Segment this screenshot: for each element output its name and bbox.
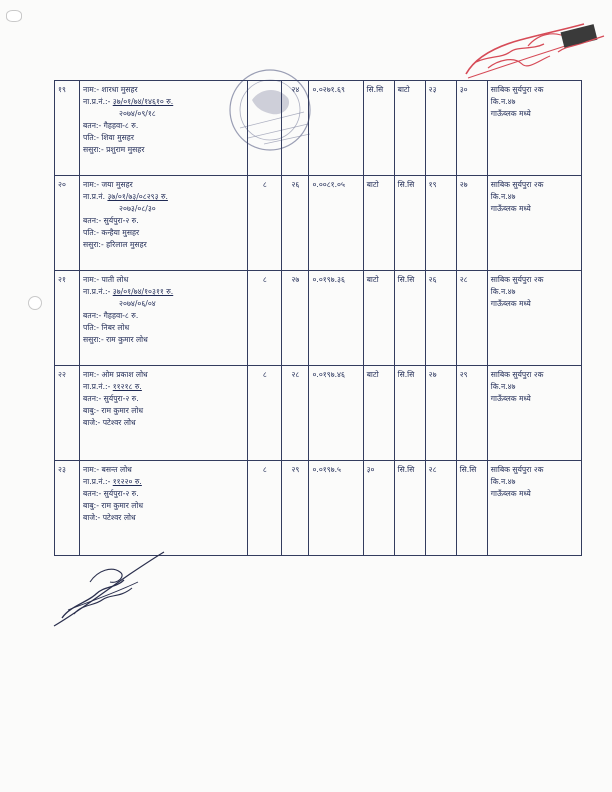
detail-line xyxy=(83,488,244,500)
remark-line: कि.न.४७ xyxy=(490,382,516,391)
detail-label: ना.प्र.नं.:- xyxy=(83,477,111,486)
boundary-south-cell: २७ xyxy=(456,176,487,271)
detail-value: २०७४/०९/१८ xyxy=(119,109,156,118)
remark-cell xyxy=(487,81,581,176)
detail-line xyxy=(83,393,244,405)
detail-value: २०७४/०६/०४ xyxy=(119,299,156,308)
boundary-west-cell: बाटो xyxy=(394,81,425,176)
boundary-west-cell: सि.सि xyxy=(394,176,425,271)
detail-value: शिवा मुसहर xyxy=(101,133,134,142)
detail-label: ना.प्र.नं. xyxy=(83,192,106,201)
detail-line xyxy=(83,84,244,96)
detail-label: ससुरा:- xyxy=(83,145,104,154)
remark-cell xyxy=(487,271,581,366)
detail-value: गैहहवा-८ रु. xyxy=(103,121,139,130)
remark-line: गाऊँब्लक मध्ये xyxy=(490,109,531,118)
col-b-cell: २७ xyxy=(282,271,309,366)
detail-label: ससुरा:- xyxy=(83,335,104,344)
detail-line xyxy=(83,132,244,144)
punch-hole-top xyxy=(6,10,22,22)
detail-label: नाम:- xyxy=(83,370,100,379)
detail-line xyxy=(83,203,244,215)
detail-line xyxy=(83,405,244,417)
remark-line: कि.न.४७ xyxy=(490,477,516,486)
detail-value: राम कुमार लोध xyxy=(101,406,144,415)
boundary-south-cell: २९ xyxy=(456,366,487,461)
record-row xyxy=(55,176,582,271)
detail-label: बाबु:- xyxy=(83,406,99,415)
owner-details xyxy=(80,81,248,176)
col-a-cell: ८ xyxy=(248,461,282,556)
col-b-cell: २९ xyxy=(282,461,309,556)
boundary-east-cell: ३० xyxy=(363,461,394,556)
signature-top-right xyxy=(458,16,608,90)
area-cell: ०.०१९७.५ xyxy=(309,461,363,556)
area-cell: ०.००८१.०५ xyxy=(309,176,363,271)
detail-label: ना.प्र.नं.:- xyxy=(83,382,111,391)
boundary-west-cell: सि.सि xyxy=(394,271,425,366)
remark-line: कि.न.४७ xyxy=(490,287,516,296)
remark-cell xyxy=(487,176,581,271)
detail-label: नाम:- xyxy=(83,180,100,189)
detail-label: बतन:- xyxy=(83,394,102,403)
remark-cell xyxy=(487,366,581,461)
detail-line xyxy=(83,512,244,524)
detail-value: ओम प्रकाश लोध xyxy=(101,370,148,379)
detail-label: बतन:- xyxy=(83,311,102,320)
boundary-east-cell: बाटो xyxy=(363,176,394,271)
detail-value: सुर्यपुरा-२ रु. xyxy=(103,216,139,225)
boundary-west-cell: सि.सि xyxy=(394,461,425,556)
detail-value: सुर्यपुरा-२ रु. xyxy=(103,489,139,498)
boundary-south-cell: सि.सि xyxy=(456,461,487,556)
detail-label: बाबु:- xyxy=(83,501,99,510)
col-b-cell: २४ xyxy=(282,81,309,176)
detail-line xyxy=(83,96,244,108)
remark-cell xyxy=(487,461,581,556)
remark-line: साबिक सुर्यपुरा २क xyxy=(490,370,544,379)
col-a-cell: ८ xyxy=(248,271,282,366)
remark-line: गाऊँब्लक मध्ये xyxy=(490,299,531,308)
detail-label: ना.प्र.नं.:- xyxy=(83,97,111,106)
serial-number: २२ xyxy=(55,366,80,461)
detail-line xyxy=(83,191,244,203)
punch-hole-left xyxy=(28,296,42,310)
boundary-south-cell: ३० xyxy=(456,81,487,176)
detail-label: बतन:- xyxy=(83,216,102,225)
detail-line xyxy=(83,215,244,227)
detail-line xyxy=(83,310,244,322)
detail-value: पटेश्वर लोध xyxy=(102,418,136,427)
detail-label: नाम:- xyxy=(83,275,100,284)
detail-value: पाती लोध xyxy=(101,275,129,284)
record-row xyxy=(55,366,582,461)
owner-details xyxy=(80,366,248,461)
detail-value: निबर लोध xyxy=(101,323,130,332)
detail-line xyxy=(83,239,244,251)
boundary-north-cell: १९ xyxy=(425,176,456,271)
record-row xyxy=(55,461,582,556)
boundary-south-cell: २८ xyxy=(456,271,487,366)
record-row xyxy=(55,271,582,366)
detail-line xyxy=(83,286,244,298)
detail-line xyxy=(83,179,244,191)
owner-details xyxy=(80,271,248,366)
detail-value: ३७/०१/७३/०८२९३ रु. xyxy=(107,192,168,201)
detail-label: बतन:- xyxy=(83,489,102,498)
area-cell: ०.०१९७.४६ xyxy=(309,366,363,461)
boundary-west-cell: सि.सि xyxy=(394,366,425,461)
detail-line xyxy=(83,464,244,476)
detail-value: २०७३/०८/३० xyxy=(119,204,156,213)
remark-line: गाऊँब्लक मध्ये xyxy=(490,204,531,213)
detail-label: बाजे:- xyxy=(83,418,101,427)
land-records-table xyxy=(54,80,582,556)
detail-line xyxy=(83,369,244,381)
serial-number: २३ xyxy=(55,461,80,556)
detail-value: सुर्यपुरा-२ रु. xyxy=(103,394,139,403)
col-a-cell: ८ xyxy=(248,366,282,461)
detail-line xyxy=(83,120,244,132)
owner-details xyxy=(80,176,248,271)
detail-value: राम कुमार लोध xyxy=(106,335,148,344)
detail-value: गैहहवा-८ रु. xyxy=(103,311,139,320)
remark-line: साबिक सुर्यपुरा २क xyxy=(490,275,544,284)
boundary-north-cell: २७ xyxy=(425,366,456,461)
remark-line: साबिक सुर्यपुरा २क xyxy=(490,85,544,94)
detail-value: ३७/०१/७४/१४६१० रु. xyxy=(112,97,174,106)
record-row xyxy=(55,81,582,176)
remark-line: कि.न.४७ xyxy=(490,97,516,106)
serial-number: २० xyxy=(55,176,80,271)
col-b-cell: २८ xyxy=(282,366,309,461)
detail-value: राम कुमार लोध xyxy=(101,501,144,510)
remark-line: कि.न.४७ xyxy=(490,192,516,201)
detail-value: पटेश्वर लोध xyxy=(102,513,136,522)
detail-label: पति:- xyxy=(83,323,99,332)
area-cell: ०.०१९७.३६ xyxy=(309,271,363,366)
detail-value: ३७/०१/७४/१०३११ रु. xyxy=(112,287,174,296)
detail-value: ११२२० रु. xyxy=(112,477,142,486)
detail-line xyxy=(83,500,244,512)
boundary-east-cell: बाटो xyxy=(363,366,394,461)
detail-label: ना.प्र.नं.:- xyxy=(83,287,111,296)
detail-line xyxy=(83,298,244,310)
detail-value: ११२१८ रु. xyxy=(112,382,142,391)
remark-line: गाऊँब्लक मध्ये xyxy=(490,489,531,498)
boundary-north-cell: २३ xyxy=(425,81,456,176)
detail-label: बाजे:- xyxy=(83,513,101,522)
detail-label: बतन:- xyxy=(83,121,102,130)
boundary-north-cell: २८ xyxy=(425,461,456,556)
owner-details xyxy=(80,461,248,556)
remark-line: गाऊँब्लक मध्ये xyxy=(490,394,531,403)
detail-value: कन्हैया मुसहर xyxy=(101,228,140,237)
signature-bottom-left xyxy=(48,548,168,632)
detail-line xyxy=(83,227,244,239)
area-cell: ०.०२७१.६९ xyxy=(309,81,363,176)
detail-value: शारधा मुसहर xyxy=(101,85,138,94)
detail-label: नाम:- xyxy=(83,465,100,474)
detail-line xyxy=(83,108,244,120)
detail-line xyxy=(83,274,244,286)
detail-line xyxy=(83,334,244,346)
detail-label: ससुरा:- xyxy=(83,240,104,249)
detail-label: नाम:- xyxy=(83,85,100,94)
detail-line xyxy=(83,381,244,393)
detail-value: जया मुसहर xyxy=(101,180,133,189)
serial-number: २१ xyxy=(55,271,80,366)
detail-value: प्रशुराम मुसहर xyxy=(106,145,145,154)
detail-line xyxy=(83,322,244,334)
boundary-north-cell: २६ xyxy=(425,271,456,366)
remark-line: साबिक सुर्यपुरा २क xyxy=(490,180,544,189)
col-a-cell: ८ xyxy=(248,176,282,271)
detail-line xyxy=(83,476,244,488)
remark-line: साबिक सुर्यपुरा २क xyxy=(490,465,544,474)
boundary-east-cell: सि.सि xyxy=(363,81,394,176)
detail-line xyxy=(83,417,244,429)
detail-line xyxy=(83,144,244,156)
col-a-cell xyxy=(248,81,282,176)
detail-label: पति:- xyxy=(83,228,99,237)
boundary-east-cell: बाटो xyxy=(363,271,394,366)
detail-label: पति:- xyxy=(83,133,99,142)
serial-number: १९ xyxy=(55,81,80,176)
col-b-cell: २६ xyxy=(282,176,309,271)
detail-value: हरिलाल मुसहर xyxy=(106,240,147,249)
detail-value: बसन्त लोध xyxy=(101,465,132,474)
